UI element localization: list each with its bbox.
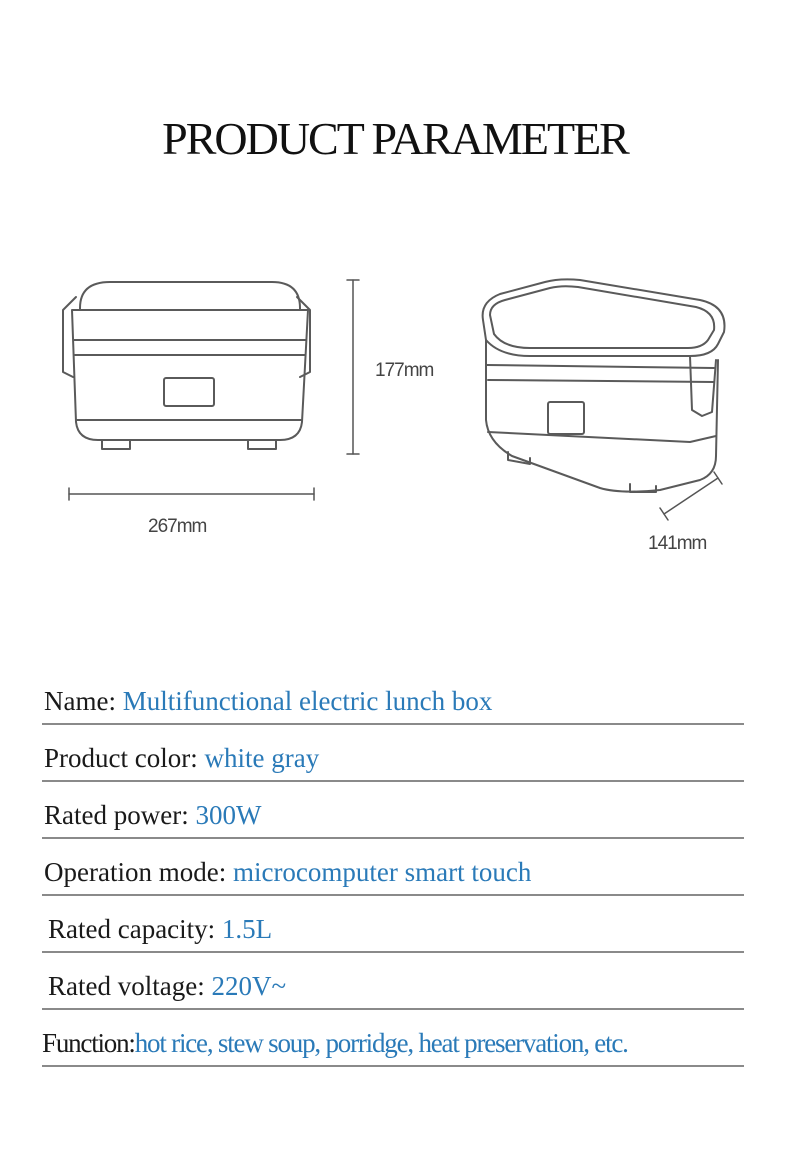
param-label: Function: — [42, 1028, 135, 1058]
parameter-list — [42, 668, 752, 1067]
width-label: 267mm — [148, 516, 207, 537]
param-row-capacity — [42, 896, 744, 953]
depth-label: 141mm — [648, 533, 707, 554]
param-row-color — [42, 725, 744, 782]
product-dimension-diagram — [0, 260, 790, 580]
front-view-drawing — [63, 282, 310, 449]
lunch-box-drawings — [0, 260, 790, 580]
param-label: Rated power: — [44, 800, 189, 830]
param-row-function — [42, 1010, 744, 1067]
param-value: Multifunctional electric lunch box — [122, 686, 493, 716]
param-label: Rated capacity: — [48, 914, 216, 944]
param-row-voltage — [42, 953, 744, 1010]
param-value: 1.5L — [221, 914, 273, 944]
param-value: white gray — [204, 743, 320, 773]
param-label: Operation mode: — [44, 857, 227, 887]
param-label: Product color: — [44, 743, 198, 773]
param-row-name — [42, 668, 744, 725]
height-label: 177mm — [375, 360, 434, 381]
param-label: Rated voltage: — [48, 971, 205, 1001]
param-value: hot rice, stew soup, porridge, heat preservation, etc. — [134, 1028, 628, 1058]
perspective-view-drawing — [483, 279, 725, 492]
param-value: 220V~ — [211, 971, 287, 1001]
param-value: 300W — [195, 800, 262, 830]
param-label: Name: — [44, 686, 116, 716]
param-value: microcomputer smart touch — [232, 857, 532, 887]
param-row-operation — [42, 839, 744, 896]
page-title: PRODUCT PARAMETER — [162, 113, 628, 164]
param-row-power — [42, 782, 744, 839]
depth-dimension-line — [664, 478, 718, 514]
